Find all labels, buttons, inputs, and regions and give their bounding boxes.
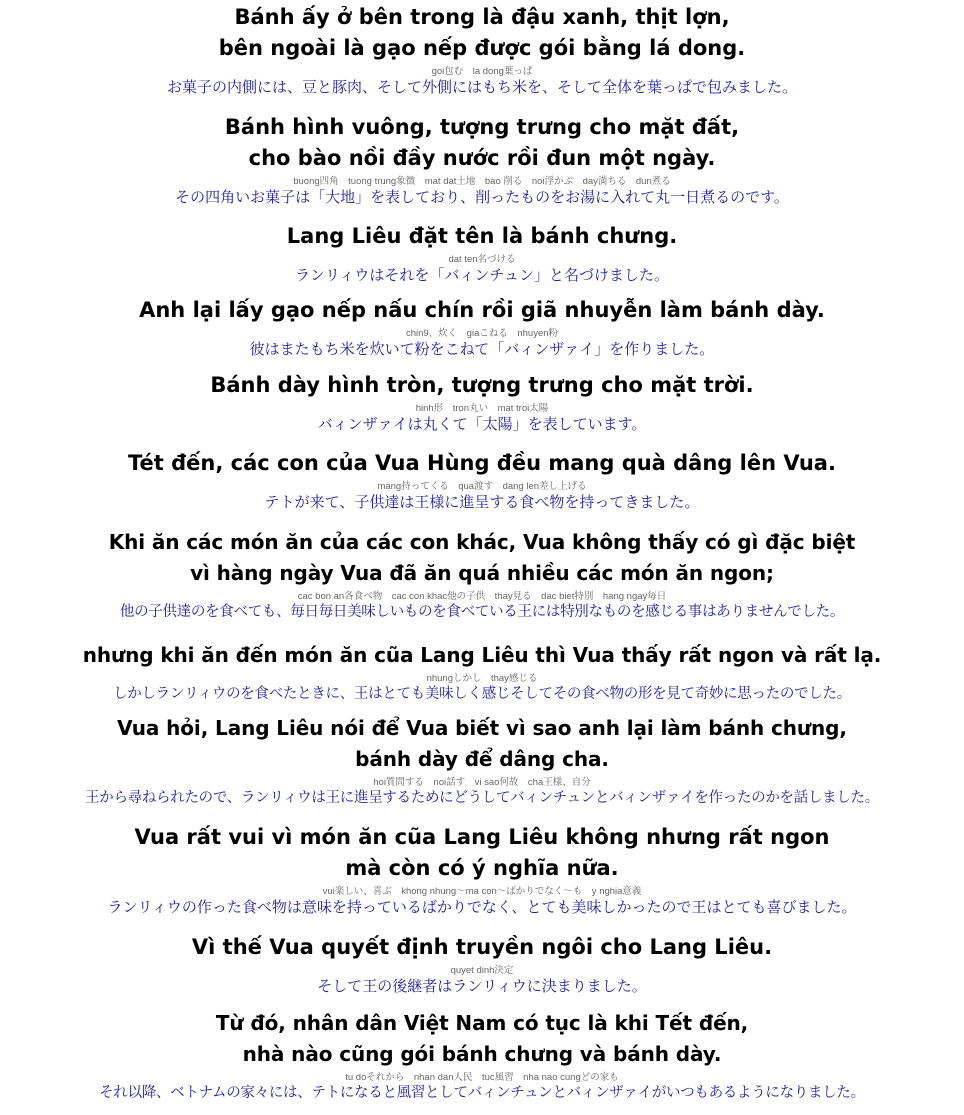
vocabulary-note: buong四角 tuong trung象徴 mat dat土地 bao 削る noi浮かぶ day満ちる dun煮る bbox=[293, 176, 671, 187]
vocabulary-note: cac bon an各食べ物 cac con khac他の子供 thay見る dac biet特別 hang ngay毎日 bbox=[297, 591, 667, 602]
vietnamese-line: bên ngoài là gạo nếp được gói bằng lá dong. bbox=[218, 36, 746, 60]
sentence-1 bbox=[0, 2, 964, 96]
japanese-translation: 王から尋ねられたので、ランリィウは王に進呈するためにどうしてバィンチュンとバィンザァイを作ったのかを話しました。 bbox=[85, 790, 879, 806]
vietnamese-line: Vua rất vui vì món ăn cũa Lang Liêu không nhưng rất ngon bbox=[134, 825, 830, 849]
japanese-translation: その四角いお菓子は「大地」を表しており、削ったものをお湯に入れて丸一日煮るのです。 bbox=[175, 188, 789, 206]
vietnamese-line: bánh dày để dâng cha. bbox=[355, 747, 609, 771]
vocabulary-note: hoi質問する noi話す vi sao何故 cha王様、自分 bbox=[373, 777, 591, 788]
sentence-2 bbox=[0, 112, 964, 206]
vocabulary-note: tu doそれから nhan dan人民 tuc風習 nha nao cungどの家も bbox=[345, 1072, 619, 1083]
japanese-translation: 彼はまたもち米を炊いて粉をこねて「バィンザァイ」を作りました。 bbox=[249, 340, 715, 358]
japanese-translation: しかしランリィウのを食べたときに、王はとても美味しく感じそしてその食べ物の形を見て奇妙に思ったのでした。 bbox=[113, 686, 851, 702]
vietnamese-line: Tét đến, các con của Vua Hùng đều mang quà dâng lên Vua. bbox=[128, 451, 836, 475]
sentence-12 bbox=[0, 1008, 964, 1102]
vietnamese-line: Anh lại lấy gạo nếp nấu chín rồi giã nhuyễn làm bánh dày. bbox=[139, 298, 825, 322]
sentence-10 bbox=[0, 822, 964, 916]
vietnamese-line: Bánh dày hình tròn, tượng trưng cho mặt trời. bbox=[210, 373, 754, 397]
vocabulary-note: dat ten名づける bbox=[448, 254, 516, 265]
sentence-9 bbox=[0, 713, 964, 807]
vocabulary-note: mang持ってくる qua渡す dang len差し上げる bbox=[377, 481, 587, 492]
vietnamese-line: nhưng khi ăn đến món ăn cũa Lang Liêu thì Vua thấy rất ngon và rất lạ. bbox=[82, 643, 882, 667]
vietnamese-line: nhà nào cũng gói bánh chưng và bánh dày. bbox=[242, 1042, 722, 1066]
vietnamese-line: Bánh hình vuông, tượng trưng cho mặt đất, bbox=[224, 115, 740, 139]
vietnamese-line: Lang Liêu đặt tên là bánh chưng. bbox=[286, 224, 678, 248]
vocabulary-note: chin9、炊く giaこねる nhuyen粉 bbox=[405, 328, 559, 339]
vietnamese-line: cho bào nồi đầy nước rồi đun một ngày. bbox=[248, 146, 716, 170]
sentence-11 bbox=[0, 932, 964, 995]
japanese-translation: バィンザァイは丸くて「太陽」を表しています。 bbox=[317, 415, 647, 433]
vietnamese-line: Từ đó, nhân dân Việt Nam có tục là khi Tết đến, bbox=[215, 1011, 749, 1035]
sentence-7 bbox=[0, 527, 964, 621]
vocabulary-note: goi包む la dong葉っぱ bbox=[431, 66, 533, 77]
japanese-translation: そして王の後継者はランリィウに決まりました。 bbox=[317, 977, 647, 995]
vietnamese-line: Vua hỏi, Lang Liêu nói để Vua biết vì sao anh lại làm bánh chưng, bbox=[117, 716, 847, 740]
sentence-6 bbox=[0, 448, 964, 511]
vocabulary-note: nhungしかし thay感じる bbox=[426, 673, 538, 684]
vietnamese-line: Vì thế Vua quyết định truyền ngôi cho Lang Liêu. bbox=[191, 935, 773, 959]
japanese-translation: テトが来て、子供達は王様に進呈する食べ物を持ってきました。 bbox=[264, 493, 700, 511]
japanese-translation: それ以降、ベトナムの家々には、テトになると風習としてバィンチュンとバィンザァイがいつもあるようになりました。 bbox=[99, 1085, 865, 1101]
sentence-8 bbox=[0, 640, 964, 703]
sentence-5 bbox=[0, 370, 964, 433]
japanese-translation: 他の子供達のを食べても、毎日毎日美味しいものを食べている王には特別なものを感じる事はありませんでした。 bbox=[119, 604, 845, 620]
sentence-4 bbox=[0, 295, 964, 358]
vietnamese-line: mà còn có ý nghĩa nữa. bbox=[345, 856, 619, 880]
vietnamese-line: vì hàng ngày Vua đã ăn quá nhiều các món ăn ngon; bbox=[190, 561, 774, 585]
vietnamese-line: Khi ăn các món ăn của các con khác, Vua không thấy có gì đặc biệt bbox=[108, 530, 856, 554]
vocabulary-note: quyet dinh決定 bbox=[450, 965, 514, 976]
japanese-translation: ランリィウはそれを「バィンチュン」と名づけました。 bbox=[295, 266, 669, 284]
sentence-3 bbox=[0, 221, 964, 284]
japanese-translation: お菓子の内側には、豆と豚肉、そして外側にはもち米を、そして全体を葉っぱで包みました。 bbox=[166, 78, 797, 96]
vietnamese-line: Bánh ấy ở bên trong là đậu xanh, thịt lợn, bbox=[234, 5, 730, 29]
japanese-translation: ランリィウの作った食べ物は意味を持っているばかりでなく、とても美味しかったので王はとても喜びました。 bbox=[107, 898, 857, 916]
vocabulary-note: vui楽しい、喜ぶ khong nhung～ma con～ばかりでなく～も y nghia意義 bbox=[322, 886, 642, 897]
vocabulary-note: hinh形 tron丸い mat troi太陽 bbox=[415, 403, 549, 414]
